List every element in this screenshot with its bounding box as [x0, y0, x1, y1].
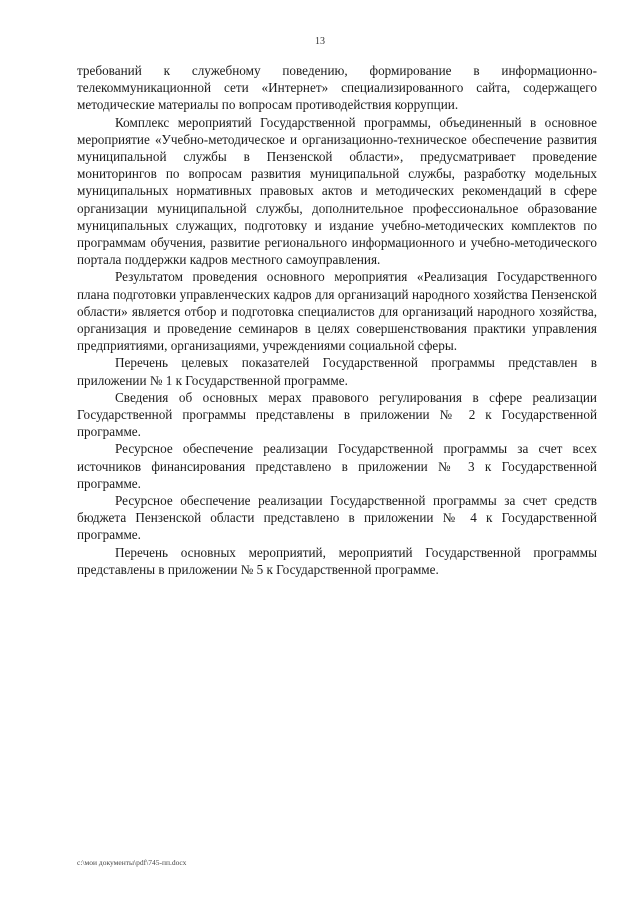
document-body: [77, 62, 597, 578]
paragraph-3: Результатом проведения основного мероприятия «Реализация Государственного плана подготовки управленческих кадров для организаций народного хозяйства Пензенской области» является отбор и подготовка специалистов для организаций народного хозяйства, организация и проведение семинаров в целях совершенствования практики управления предприятиями, организациями, учреждениями социальной сферы.: [77, 269, 597, 354]
paragraph-5: Сведения об основных мерах правового регулирования в сфере реализации Государственной программы представлены в приложении № 2 к Государственной программе.: [77, 389, 597, 440]
paragraph-7: Ресурсное обеспечение реализации Государственной программы за счет средств бюджета Пензенской области представлено в приложении № 4 к Государственной программе.: [77, 493, 597, 543]
page-number: 13: [315, 36, 325, 47]
paragraph-1: требований к служебному поведению, формирование в информационно-телекоммуникационной сети «Интернет» специализированного сайта, содержащего методические материалы по вопросам противодействия коррупции.: [77, 63, 597, 113]
footer-file-path: c:\мои документы\pdf\745-пп.docx: [77, 858, 187, 867]
paragraph-4: Перечень целевых показателей Государственной программы представлен в приложении № 1 к Государственной программе.: [77, 355, 597, 388]
paragraph-2: Комплекс мероприятий Государственной программы, объединенный в основное мероприятие «Учебно-методическое и организационно-техническое обеспечение развития муниципальной службы в Пензенской области», предусматривает проведение мониторингов по вопросам развития муниципальной службы, разработку модельных муниципальных нормативных правовых актов и методических рекомендаций в сфере организации муниципальной службы, дополнительное профессиональное образование муниципальных служащих, подготовку и издание учебно-методических комплектов по программам обучения, развитие регионального информационного и учебно-методического портала поддержки кадров местного самоуправления.: [77, 114, 597, 268]
paragraph-8: Перечень основных мероприятий, мероприятий Государственной программы представлены в приложении № 5 к Государственной программе.: [77, 544, 597, 577]
paragraph-6: Ресурсное обеспечение реализации Государственной программы за счет всех источников финансирования представлено в приложении № 3 к Государственной программе.: [77, 441, 597, 491]
